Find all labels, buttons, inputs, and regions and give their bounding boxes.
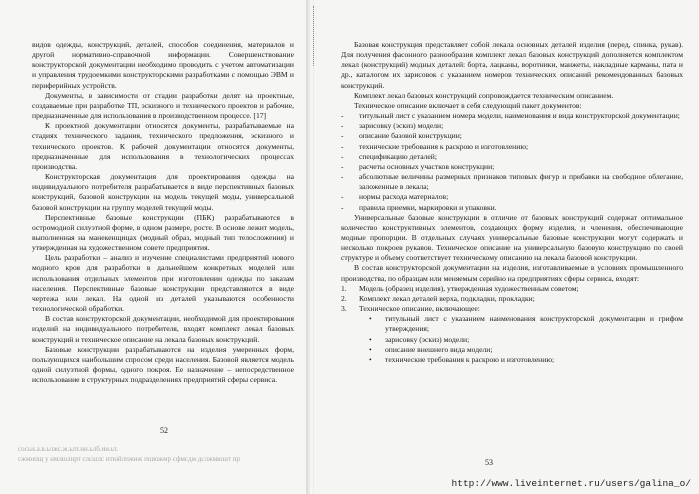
bleed-through-line: сосьн.а.в.ьлжс.ж.ьлт.ни.ьлб.ии.ьт. <box>18 445 118 453</box>
paragraph-text: Техническое описание включает в себя следующий пакет документов: <box>354 100 582 110</box>
paragraph-text: нормы расхода материалов; <box>359 192 449 202</box>
list-marker: - <box>341 141 344 151</box>
list-marker: • <box>369 334 372 344</box>
paragraph <box>32 345 294 386</box>
paragraph-text: описание внешнего вида модели; <box>385 344 493 354</box>
list-item <box>341 355 683 365</box>
paragraph-text: правила приемки, маркировки и упаковки. <box>359 202 497 212</box>
list-marker: - <box>341 202 344 212</box>
right-page-number: 53 <box>485 458 493 467</box>
right-page <box>314 0 699 494</box>
list-marker: - <box>341 121 344 131</box>
list-item <box>341 314 683 334</box>
paragraph <box>32 172 294 213</box>
source-url-watermark[interactable]: http://www.liveinternet.ru/users/galina_o/ <box>451 478 691 489</box>
paragraph <box>32 314 294 344</box>
right-page-text <box>341 40 683 365</box>
paragraph-text: Перспективные базовые конструкции (ПБК) разрабатываются в остромодной силуэтной форме, в одном размере, росте. В основе лежит модель, выполненная на манекенщицах (модный образ, модный тип телосложения) и утвержденная на художественном совете предприятия. <box>32 212 294 253</box>
list-item <box>341 294 683 304</box>
paragraph-text: зарисовку (эскиз) модели; <box>385 334 470 344</box>
paragraph-text: Комплект лекал базовых конструкций сопровождается техническим описанием. <box>354 90 614 100</box>
list-marker: - <box>341 151 344 161</box>
left-page-text <box>32 40 294 385</box>
paragraph-text: титульный лист с указанием номера модели, наименования и вида конструкторской документации; <box>359 111 680 121</box>
paragraph-text: описание базовой конструкции; <box>359 131 462 141</box>
list-item <box>341 162 683 172</box>
paragraph-text: Техническое описание, включающее: <box>359 304 480 314</box>
list-item <box>341 304 683 314</box>
paragraph-text: титульный лист с указанием наименования конструкторской документации и грифом утверждения; <box>385 314 683 334</box>
paragraph <box>341 213 683 264</box>
list-marker: 1. <box>341 283 347 293</box>
list-item <box>341 335 683 345</box>
paragraph-text: Универсальные базовые конструкции в отличие от базовых конструкций содержат оптимальное количество конструктивных элементов, создающих форму изделия, и членения, обеспечивающие модные пропорции. В отдельных случаях универсальные базовые конструкции могут содержать и несколько покроев рукавов. Техническое описание на универсальную базовую конструкцию по своей структуре и объему соответствует техническому описанию на лекала базовой конструкции. <box>341 212 683 263</box>
paragraph <box>32 91 294 121</box>
paragraph-text: видов одежды, конструкций, деталей, способов соединения, материалов и другой нормативно-справочной информации. Совершенствование конструкторской документации необходимо проводить с учетом автоматизации и управления трудоемкими конструкторскими разработками с помощью ЭВМ и периферийных устройств. <box>32 40 294 90</box>
paragraph-text: Комплект лекал деталей верха, подкладки, прокладки; <box>359 293 535 303</box>
paragraph <box>341 263 683 283</box>
paragraph <box>341 101 683 111</box>
list-marker: - <box>341 131 344 141</box>
bleed-through-line: сжмипщ у нмлюлнрт слсшлс итюйлпжиж пшюжмр сфмсдм дслжмюшт пр <box>18 455 240 463</box>
list-item <box>341 152 683 162</box>
paragraph-text: В состав конструкторской документации на изделия, изготавливаемые в условиях промышленного производства, по образцам или меняемым серийно на предприятиях сферы сервиса, входят: <box>341 263 683 283</box>
list-marker: - <box>341 192 344 202</box>
paragraph <box>341 40 683 91</box>
list-marker: • <box>369 314 372 324</box>
paragraph-text: расчеты основных участков конструкции; <box>359 161 495 171</box>
paragraph-text: спецификацию деталей; <box>359 151 437 161</box>
paragraph <box>32 40 294 91</box>
paragraph-text: Модель (образец изделия), утвержденная художественным советом; <box>359 283 579 293</box>
paragraph <box>341 91 683 101</box>
list-marker: - <box>341 161 344 171</box>
list-marker: • <box>369 344 372 354</box>
paragraph-text: Базовые конструкции разрабатываются на изделия умеренных форм, пользующихся наибольшим спросом среди населения. Базовой является модель одной силуэтной формы, одного покроя. Ее назначение – непосредственное использование в структурных подразделениях предприятий сферы сервиса. <box>32 344 294 385</box>
paragraph-text: В состав конструкторской документации, необходимой для проектирования изделий на индивидуального потребителя, входят комплект лекал базовых конструкций и техническое описание на лекала базовых конструкций. <box>32 314 294 344</box>
list-item <box>341 131 683 141</box>
list-marker: 2. <box>341 293 347 303</box>
paragraph <box>32 121 294 172</box>
list-item <box>341 284 683 294</box>
list-marker: • <box>369 354 372 364</box>
list-item <box>341 172 683 192</box>
paragraph-text: К проектной документации относятся документы, разрабатываемые на стадиях технического задания, технического предложения, эскизного и технического проектов. К рабочей документации относятся документы, предназначенные для использования в технологических процессах производства. <box>32 121 294 171</box>
list-marker: - <box>341 172 344 182</box>
paragraph-text: технические требования к раскрою и изготовлению; <box>385 354 555 364</box>
left-page-number: 52 <box>160 426 168 435</box>
list-item <box>341 111 683 121</box>
paragraph-text: Базовая конструкция представляет собой лекала основных деталей изделия (перед, спинка, рукав). Для получения фасонного разнообразия комплект лекал базовых конструкций дополняется комплектом лекал (конструкций) модных деталей: борта, лацканы, воротники, манжеты, накладные карманы, пата и др., каталогом их зарисовок с указанием номеров технических описаний рекомендованных базовых конструкций. <box>341 40 683 90</box>
paragraph-text: технические требования к раскрою и изготовлению; <box>359 141 529 151</box>
list-item <box>341 192 683 202</box>
paragraph <box>32 213 294 254</box>
left-page <box>0 0 308 494</box>
list-item <box>341 142 683 152</box>
list-item <box>341 203 683 213</box>
paragraph <box>32 253 294 314</box>
paragraph-text: абсолютные величины размерных признаков типовых фигур и прибавки на свободное облегание, заложенные в лекала; <box>359 172 683 192</box>
list-item <box>341 121 683 131</box>
paragraph-text: Конструкторская документация для проектирования одежды на индивидуального потребителя разрабатывается в виде перспективных базовых конструкций, базовой конструкции на модель текущей моды, универсальной базовой конструкции на группу моделей текущей моды. <box>32 172 294 212</box>
paragraph-text: Документы, в зависимости от стадии разработки делят на проектные, создаваемые при разработке ТП, эскизного и технического проектов и рабочие, предназначенные для использования в производственном процессе. [17] <box>32 90 294 121</box>
paragraph-text: зарисовку (эскиз) модели; <box>359 121 444 131</box>
list-marker: 3. <box>341 304 347 314</box>
list-item <box>341 345 683 355</box>
list-marker: - <box>341 111 344 121</box>
paragraph-text: Цель разработки – анализ и изучение специалистами предприятий нового модного кроя для разработки в дальнейшем конкретных моделей или использования отдельных элементов при изготовлении одежды по заказам населения. Перспективные базовые конструкции представляются в виде чертежа или лекал. На одной из деталей указываются особенности технологической обработки. <box>32 253 294 314</box>
